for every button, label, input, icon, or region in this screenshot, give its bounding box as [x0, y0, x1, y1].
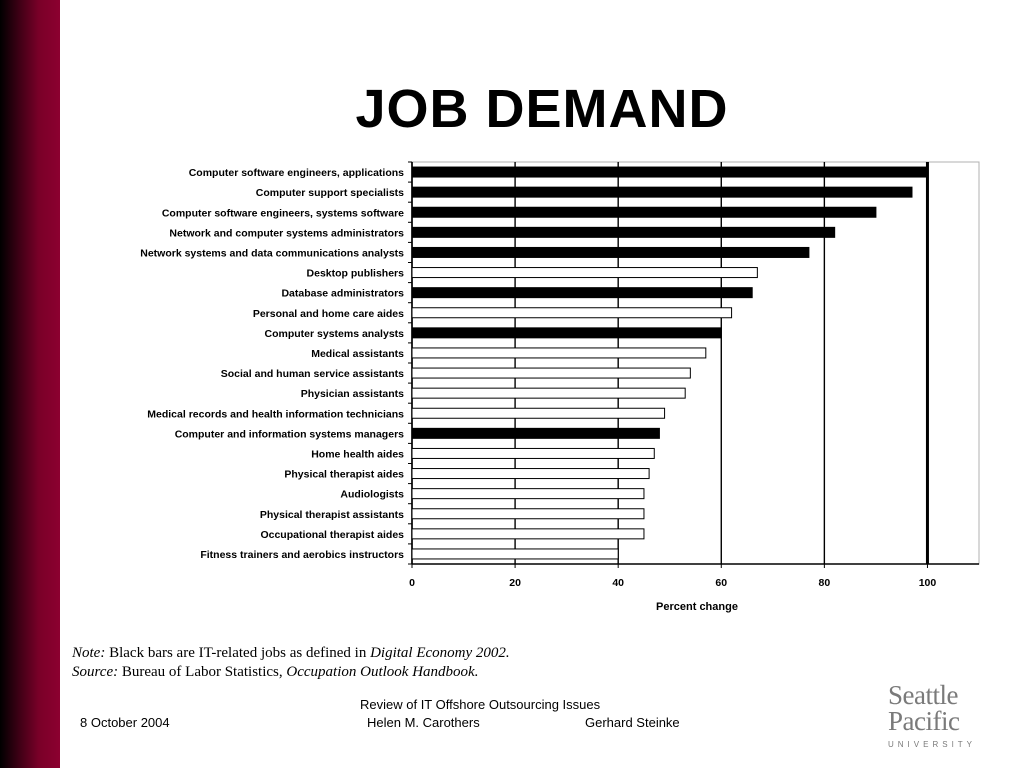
plot-frame	[412, 162, 979, 564]
category-label: Computer software engineers, applications	[188, 167, 404, 180]
x-tick-label: 0	[409, 577, 415, 589]
note-text: Black bars are IT-related jobs as defined in	[105, 645, 371, 661]
footer-author-1: Helen M. Carothers	[367, 715, 480, 730]
bar-it-related	[412, 428, 659, 438]
category-label: Medical records and health information technicians	[147, 408, 404, 421]
university-logo	[888, 682, 978, 749]
category-label: Personal and home care aides	[252, 307, 404, 320]
source-label: Source:	[72, 664, 119, 680]
bar-other	[412, 448, 654, 458]
footer-date: 8 October 2004	[80, 715, 170, 730]
category-label: Network and computer systems administrators	[169, 227, 404, 240]
chart-note	[72, 645, 510, 662]
bar-other	[412, 509, 644, 519]
bar-other	[412, 489, 644, 499]
source-reference: Occupation Outlook Handbook.	[286, 664, 479, 680]
category-label: Computer systems analysts	[264, 327, 404, 340]
category-label: Database administrators	[281, 287, 404, 300]
bar-other	[412, 469, 649, 479]
x-tick-label: 100	[918, 577, 937, 589]
x-tick-label: 20	[509, 577, 521, 589]
bar-other	[412, 388, 685, 398]
bar-other	[412, 268, 757, 278]
category-label: Physical therapist aides	[284, 468, 404, 481]
category-label: Audiologists	[340, 488, 404, 501]
bar-other	[412, 308, 732, 318]
bar-it-related	[412, 187, 912, 197]
bar-other	[412, 408, 665, 418]
slide-title: JOB DEMAND	[355, 79, 729, 139]
category-label: Medical assistants	[311, 347, 404, 360]
bar-it-related	[412, 207, 876, 217]
category-label: Computer software engineers, systems software	[161, 207, 404, 220]
category-label: Physical therapist assistants	[259, 508, 404, 521]
category-label: Computer support specialists	[255, 187, 404, 200]
x-tick-label: 60	[715, 577, 728, 589]
category-label: Computer and information systems managers	[174, 428, 404, 441]
category-label: Desktop publishers	[306, 267, 404, 280]
footer-presentation-title: Review of IT Offshore Outsourcing Issues	[360, 697, 601, 712]
chart-source	[72, 664, 478, 681]
note-reference: Digital Economy 2002.	[370, 645, 510, 661]
x-axis-title: Percent change	[656, 601, 738, 613]
bar-other	[412, 549, 618, 559]
category-label: Physician assistants	[300, 388, 404, 401]
logo-line-1: Seattle	[888, 680, 958, 710]
bar-other	[412, 348, 706, 358]
bar-other	[412, 368, 690, 378]
category-label: Home health aides	[311, 448, 404, 461]
category-label: Network systems and data communications analysts	[140, 247, 404, 260]
x-tick-label: 80	[818, 577, 831, 589]
footer-author-2: Gerhard Steinke	[585, 715, 680, 730]
x-tick-label: 40	[612, 577, 625, 589]
note-label: Note:	[72, 645, 106, 661]
bar-it-related	[412, 227, 835, 237]
category-label: Fitness trainers and aerobics instructors	[200, 548, 404, 561]
bar-other	[412, 529, 644, 539]
source-text: Bureau of Labor Statistics,	[118, 664, 287, 680]
logo-line-2: Pacific	[888, 706, 960, 736]
bar-it-related	[412, 247, 809, 257]
category-label: Occupational therapist aides	[260, 528, 404, 541]
bar-it-related	[412, 328, 721, 338]
category-label: Social and human service assistants	[220, 368, 404, 381]
logo-line-3: UNIVERSITY	[888, 740, 977, 749]
bar-it-related	[412, 167, 927, 177]
bar-it-related	[412, 288, 752, 298]
